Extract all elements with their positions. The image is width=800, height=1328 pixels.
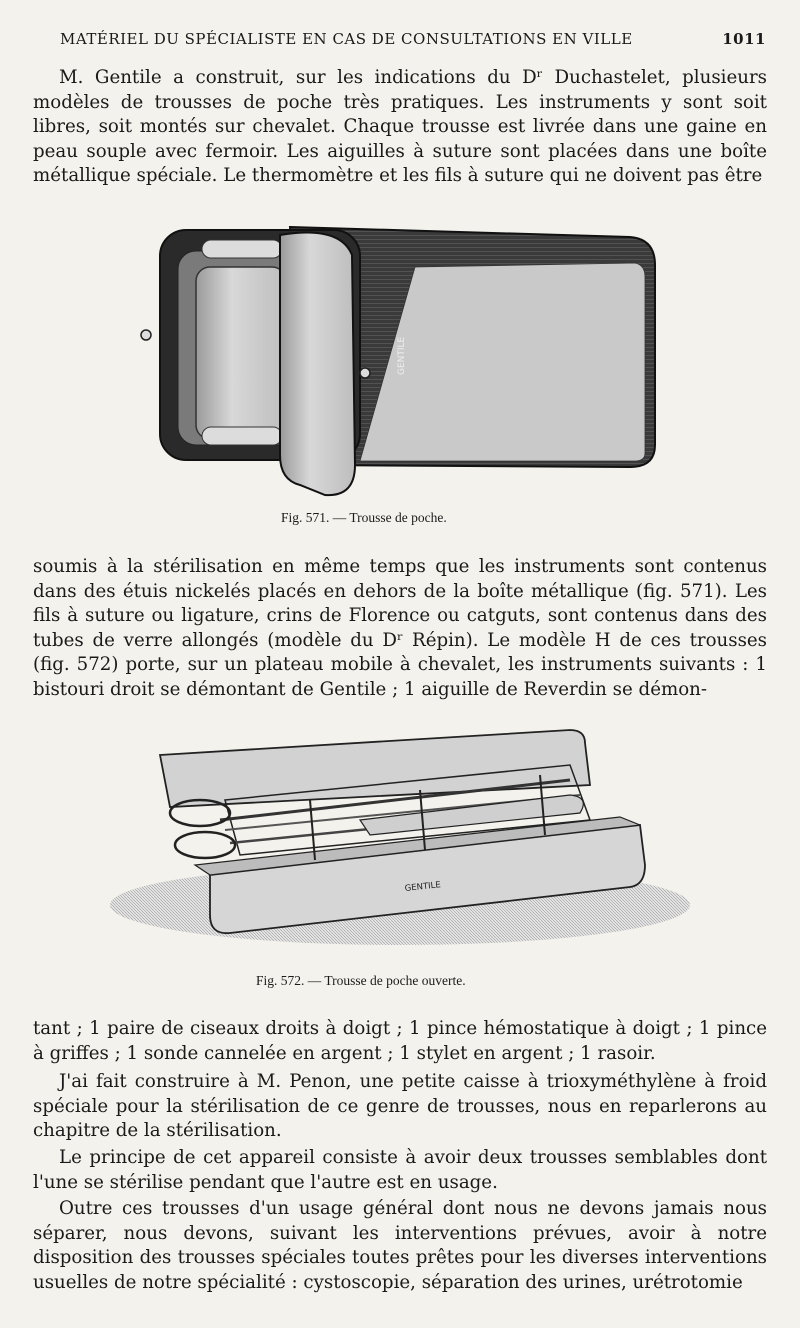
running-title: MATÉRIEL DU SPÉCIALISTE EN CAS DE CONSULTATIONS EN VILLE [60,30,633,48]
paragraph-3 [33,1017,767,1066]
paragraph-2-text: soumis à la stérilisation en même temps que les instruments sont contenus dans des étuis nickelés placés en dehors de la boîte métallique (fig. 571). Les fils à suture ou ligature, crins de Florence ou catguts, sont contenus dans des tubes de verre allongés (modèle du Dʳ Répin). Le modèle H de ces trousses (fig. 572) porte, sur un plateau mobile à chevalet, les instruments suivants : 1 bistouri droit se démontant de Gentile ; 1 aiguille de Reverdin se démon- [33,556,767,700]
paragraph-4 [33,1070,767,1144]
figure-572-caption: Fig. 572. — Trousse de poche ouverte. [256,973,466,988]
paragraph-5 [33,1146,767,1195]
figure-572-open-case [100,725,700,950]
figure-571-caption: Fig. 571. — Trousse de poche. [281,510,447,525]
page-number: 1011 [722,30,766,48]
paragraph-6 [33,1197,767,1295]
paragraph-4-text: J'ai fait construire à M. Penon, une petite caisse à trioxyméthylène à froid spéciale pour la stérilisation de ce genre de trousses, nous en reparlerons au chapitre de la stérilisation. [33,1071,767,1141]
paragraph-5-text: Le principe de cet appareil consiste à avoir deux trousses semblables dont l'une se stérilise pendant que l'autre est en usage. [33,1147,767,1193]
paragraph-1 [33,66,767,189]
paragraph-2 [33,555,767,702]
figure-571-pocket-case [130,215,670,505]
paragraph-6-text: Outre ces trousses d'un usage général dont nous ne devons jamais nous séparer, nous devons, suivant les interventions prévues, avoir à notre disposition des trousses spéciales toutes prêtes pour les diverses interventions usuelles de notre spécialité : cystoscopie, séparation des urines, urétrotomie [33,1198,767,1293]
engraved-label: GENTILE [397,336,407,375]
paragraph-1-text: M. Gentile a construit, sur les indications du Dʳ Duchastelet, plusieurs modèles de trousses de poche très pratiques. Les instruments y sont soit libres, soit montés sur chevalet. Chaque trousse est livrée dans une gaine en peau souple avec fermoir. Les aiguilles à suture sont placées dans une boîte métallique spéciale. Le thermomètre et les fils à suture qui ne doivent pas être [33,67,767,186]
engraved-label-2: GENTILE [404,880,442,894]
paragraph-3-text: tant ; 1 paire de ciseaux droits à doigt ; 1 pince hémostatique à doigt ; 1 pince à griffes ; 1 sonde cannelée en argent ; 1 stylet en argent ; 1 rasoir. [33,1018,767,1064]
